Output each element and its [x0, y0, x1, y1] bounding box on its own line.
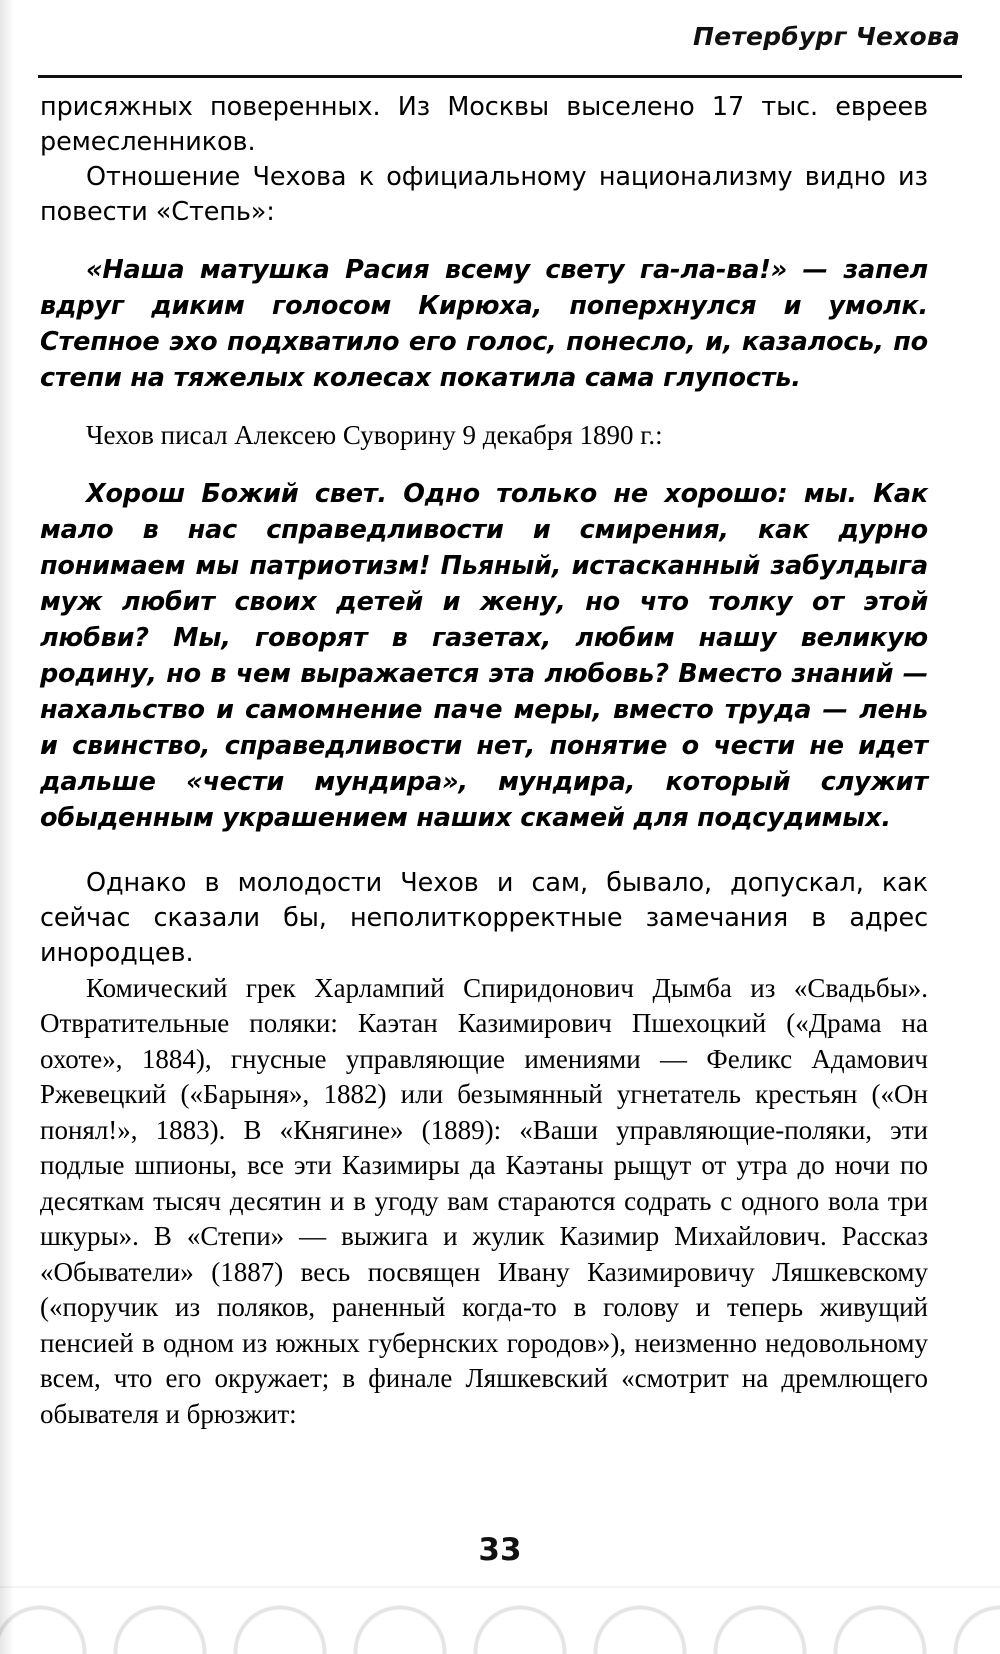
ornament-line: [0, 1586, 1000, 1588]
spacer: [40, 230, 928, 252]
page-number: 33: [478, 1532, 522, 1568]
paragraph-continuation: присяжных поверенных. Из Москвы выселено 17 тыс. евреев ремесленников.: [40, 92, 928, 157]
header-rule: [38, 75, 962, 78]
blockquote-step: «Наша матушка Расия всему свету га-ла-ва!» — запел вдруг диким голосом Кирюха, поперхнулся и умолк. Степное эхо подхватило его голос, понесло, и, казалось, по степи на тяжелых колесах покатила сама глупость.: [40, 255, 928, 393]
page-footer: [0, 1532, 1000, 1568]
running-title: Петербург Чехова: [693, 22, 960, 51]
paragraph-remarks: Однако в молодости Чехов и сам, бывало, допускал, как сейчас сказали бы, неполиткорректные замечания в адрес инородцев.: [40, 867, 928, 968]
spacer: [40, 396, 928, 418]
page-edge-shadow: [0, 0, 14, 1654]
ornament-arcs: [0, 1592, 1000, 1654]
paragraph-intro-quote: Отношение Чехова к официальному национализму видно из повести «Степь»:: [40, 162, 928, 227]
page-content: [40, 90, 928, 1432]
page-header: [40, 22, 960, 68]
spacer: [40, 836, 928, 866]
blockquote-letter: Хорош Божий свет. Одно только не хорошо: мы. Как мало в нас справедливости и смирения, как дурно понимаем мы патриотизм! Пьяный, истасканный забулдыга муж любит своих детей и жену, но что толку от этой любви? Мы, говорят в газетах, любим нашу великую родину, но в чем выражается эта любовь? Вместо знаний — нахальство и самомнение паче меры, вместо труда — лень и свинство, справедливости нет, понятие о чести не идет дальше «чести мундира», мундира, который служит обыденным украшением наших скамей для подсудимых.: [40, 478, 928, 833]
spacer: [40, 454, 928, 476]
paragraph-characters: Комический грек Харлампий Спиридонович Дымба из «Свадьбы». Отвратительные поляки: Каэтан Казимирович Пшехоцкий («Драма на охоте», 1884), гнусные управляющие имениями — Феликс Адамович Ржевецкий («Барыня», 1882) или безымянный угнетатель крестьян («Он понял!», 1883). В «Княгине» (1889): «Ваши управляющие-поляки, эти подлые шпионы, все эти Казимиры да Каэтаны рыщут от утра до ночи по десяткам тысяч десятин и в угоду вам стараются содрать с одного вола три шкуры». В «Степи» — выжига и жулик Казимир Михайлович. Рассказ «Обыватели» (1887) весь посвящен Ивану Казимировичу Ляшкевскому («поручик из поляков, раненный когда-то в голову и теперь живущий пенсией в одном из южных губернских городов»), неизменно недовольному всем, что его окружает; в финале Ляшкевский «смотрит на дремлющего обывателя и брюзжит:: [40, 972, 928, 1429]
decorative-ornament: [0, 1580, 1000, 1654]
paragraph-letter-intro: Чехов писал Алексею Суворину 9 декабря 1890 г.:: [86, 420, 663, 450]
